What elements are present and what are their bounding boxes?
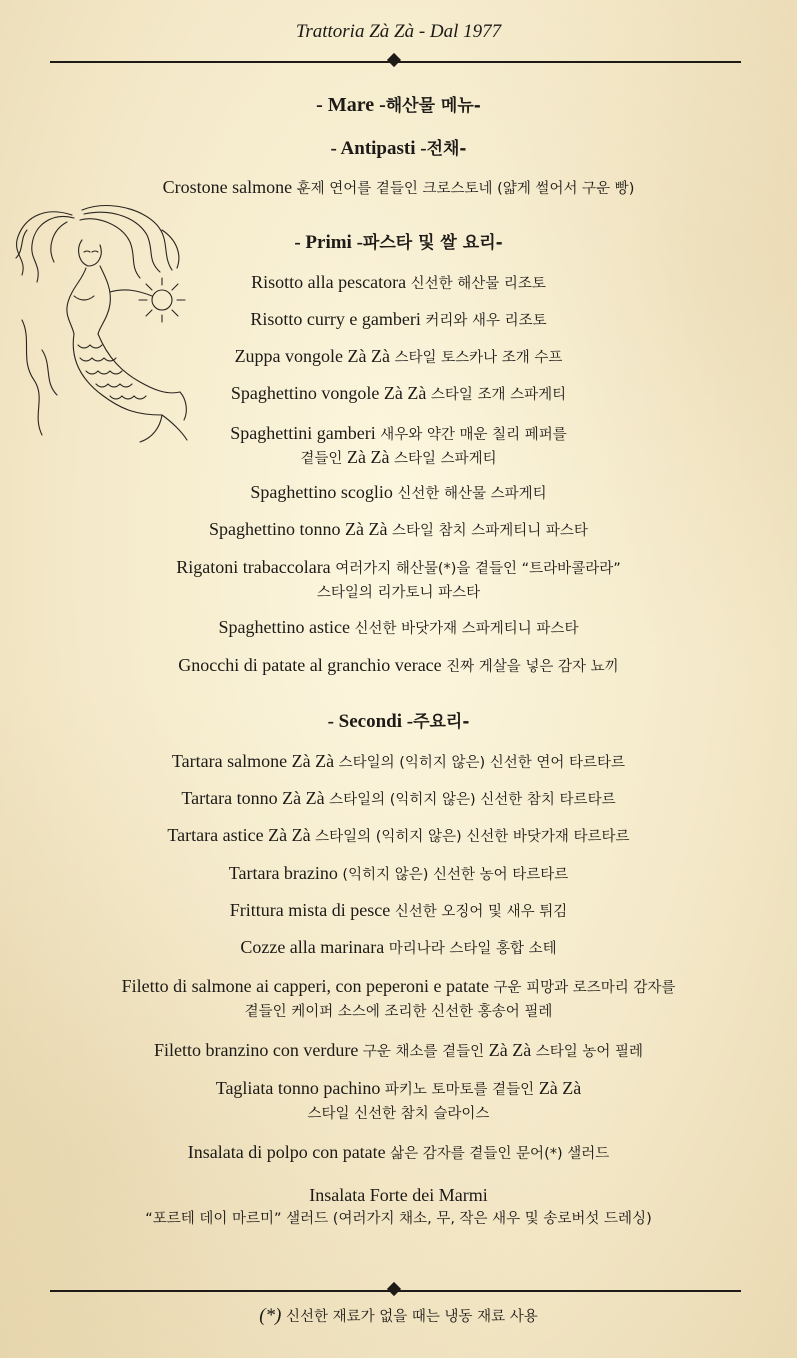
section-title: - Mare -해산물 메뉴-: [316, 94, 481, 116]
diamond-ornament-icon: [387, 1282, 401, 1296]
group-title-antipasti: - Antipasti -전채-: [330, 138, 467, 159]
menu-item: Filetto branzino con verdure 구운 채소를 곁들인 Zà Zà 스타일 농어 필레: [153, 1040, 644, 1060]
menu-item: Gnocchi di patate al granchio verace 진짜 게살을 넣은 감자 뇨끼: [178, 655, 619, 675]
menu-item: Cozze alla marinara 마리나라 스타일 홍합 소테: [240, 937, 557, 957]
menu-item: Spaghettino vongole Zà Zà 스타일 조개 스파게티: [230, 383, 567, 403]
menu-item: Filetto di salmone ai capperi, con peperoni e patate 구운 피망과 로즈마리 감자를 곁들인 케이퍼 소스에 조리한 신선한 홍송어 필레: [121, 976, 676, 1020]
menu-item: Spaghettino astice 신선한 바닷가재 스파게티니 파스타: [218, 617, 579, 637]
bottom-divider: [50, 1284, 741, 1298]
footnote: (*) 신선한 재료가 없을 때는 냉동 재료 사용: [259, 1305, 538, 1326]
group-title-secondi: - Secondi -주요리-: [327, 711, 470, 732]
menu-item: Spaghettino scoglio 신선한 해산물 스파게티: [250, 482, 547, 502]
group-title-primi: - Primi -파스타 및 쌀 요리-: [294, 232, 503, 253]
menu-item: Spaghettino tonno Zà Zà 스타일 참치 스파게티니 파스타: [209, 519, 588, 539]
menu-item: Tartara tonno Zà Zà 스타일의 (익히지 않은) 신선한 참치 타르타르: [181, 788, 616, 808]
menu-item: Risotto alla pescatora 신선한 해산물 리조토: [251, 272, 546, 292]
menu-item: Insalata di polpo con patate 삶은 감자를 곁들인 문어(*) 샐러드: [187, 1142, 610, 1162]
page-title: Trattoria Zà Zà - Dal 1977: [295, 21, 502, 42]
menu-item: Frittura mista di pesce 신선한 오징어 및 새우 튀김: [229, 900, 568, 920]
menu-item: Tartara brazino (익히지 않은) 신선한 농어 타르타르: [228, 863, 569, 883]
menu-item: Tartara astice Zà Zà 스타일의 (익히지 않은) 신선한 바닷가재 타르타르: [167, 825, 630, 845]
menu-item: Spaghettini gamberi 새우와 약간 매운 칠리 페퍼를 곁들인 Zà Zà 스타일 스파게티: [230, 423, 567, 467]
menu-item: Tagliata tonno pachino 파키노 토마토를 곁들인 Zà Zà 스타일 신선한 참치 슬라이스: [215, 1078, 582, 1122]
menu-item: Risotto curry e gamberi 커리와 새우 리조토: [250, 309, 547, 329]
menu-item: Zuppa vongole Zà Zà 스타일 토스카나 조개 수프: [234, 346, 563, 366]
menu-item: Rigatoni trabaccolara 여러가지 해산물(*)을 곁들인 “트라바콜라라” 스타일의 리가토니 파스타: [176, 557, 621, 601]
menu-item: Crostone salmone 훈제 연어를 곁들인 크로스토네 (얇게 썰어서 구운 빵): [162, 177, 635, 197]
menu-item: Tartara salmone Zà Zà 스타일의 (익히지 않은) 신선한 연어 타르타르: [171, 751, 626, 771]
menu-item: Insalata Forte dei Marmi “포르테 데이 마르미” 샐러드 (여러가지 채소, 무, 작은 새우 및 송로버섯 드레싱): [145, 1185, 652, 1227]
